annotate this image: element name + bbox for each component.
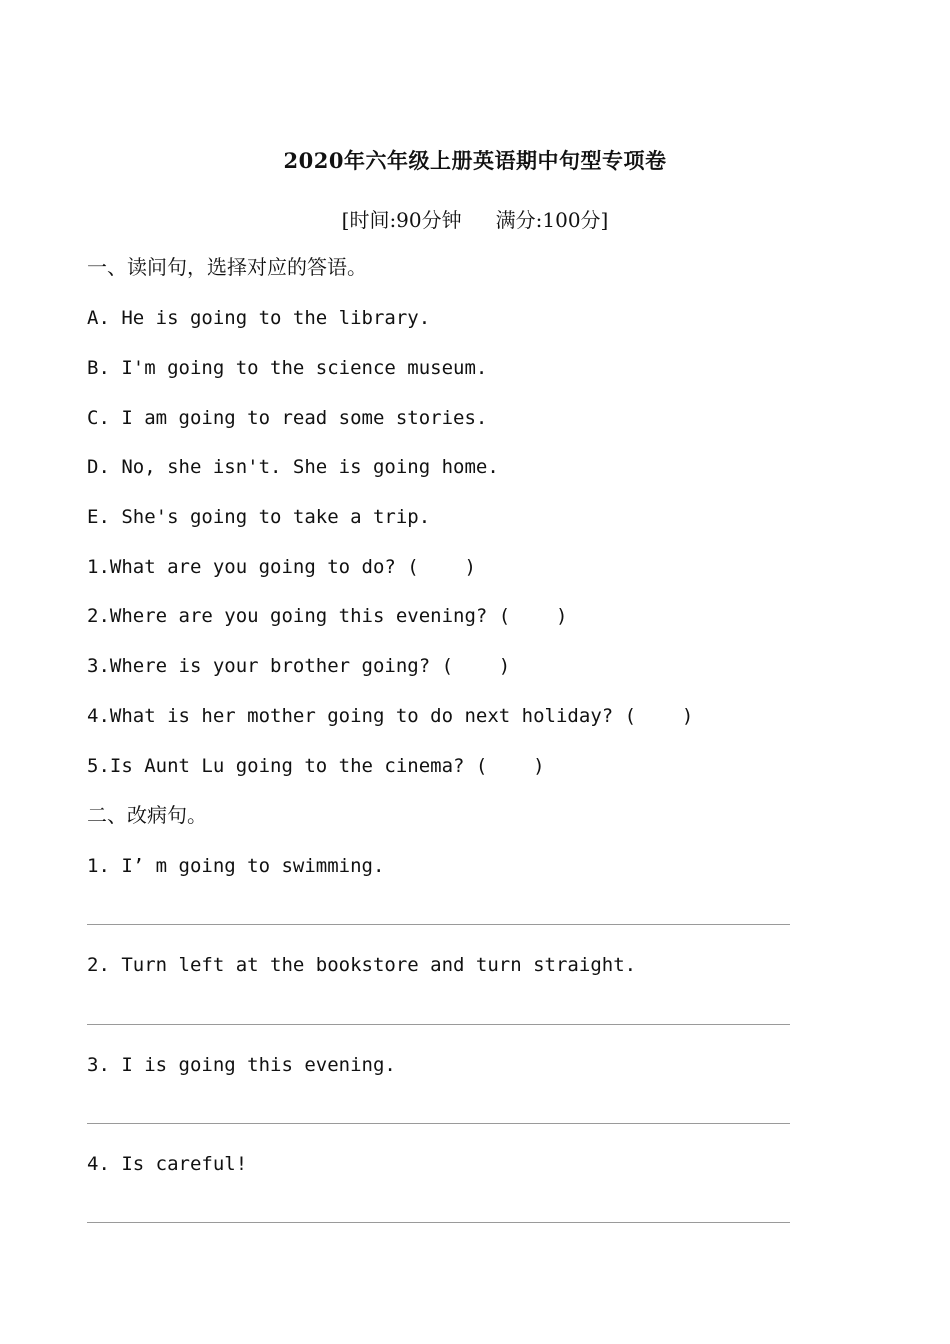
- question-1: 1.What are you going to do? ( ): [87, 556, 476, 578]
- option-b: B. I'm going to the science museum.: [87, 357, 488, 379]
- error-sentence-4: 4. Is careful!: [87, 1153, 248, 1175]
- section-1-heading: 一、读问句，选择对应的答语。: [87, 255, 367, 279]
- error-sentence-2: 2. Turn left at the bookstore and turn straight.: [87, 954, 637, 976]
- section-2-heading: 二、改病句。: [87, 803, 207, 827]
- question-2: 2.Where are you going this evening? ( ): [87, 605, 568, 627]
- question-5: 5.Is Aunt Lu going to the cinema? ( ): [87, 755, 545, 777]
- answer-line-3[interactable]: [87, 1123, 790, 1124]
- question-3: 3.Where is your brother going? ( ): [87, 655, 511, 677]
- page-title: 2020年六年级上册英语期中句型专项卷: [283, 148, 667, 173]
- error-sentence-1: 1. I’ m going to swimming.: [87, 855, 385, 877]
- exam-score: 满分:100分]: [495, 208, 609, 232]
- exam-time: [时间:90分钟: [341, 208, 462, 232]
- question-4: 4.What is her mother going to do next holiday? ( ): [87, 705, 694, 727]
- option-c: C. I am going to read some stories.: [87, 407, 488, 429]
- exam-info: [0, 205, 950, 235]
- option-a: A. He is going to the library.: [87, 307, 431, 329]
- option-d: D. No, she isn't. She is going home.: [87, 456, 499, 478]
- answer-line-1[interactable]: [87, 924, 790, 925]
- answer-line-2[interactable]: [87, 1024, 790, 1025]
- answer-line-4[interactable]: [87, 1222, 790, 1223]
- error-sentence-3: 3. I is going this evening.: [87, 1054, 396, 1076]
- option-e: E. She's going to take a trip.: [87, 506, 431, 528]
